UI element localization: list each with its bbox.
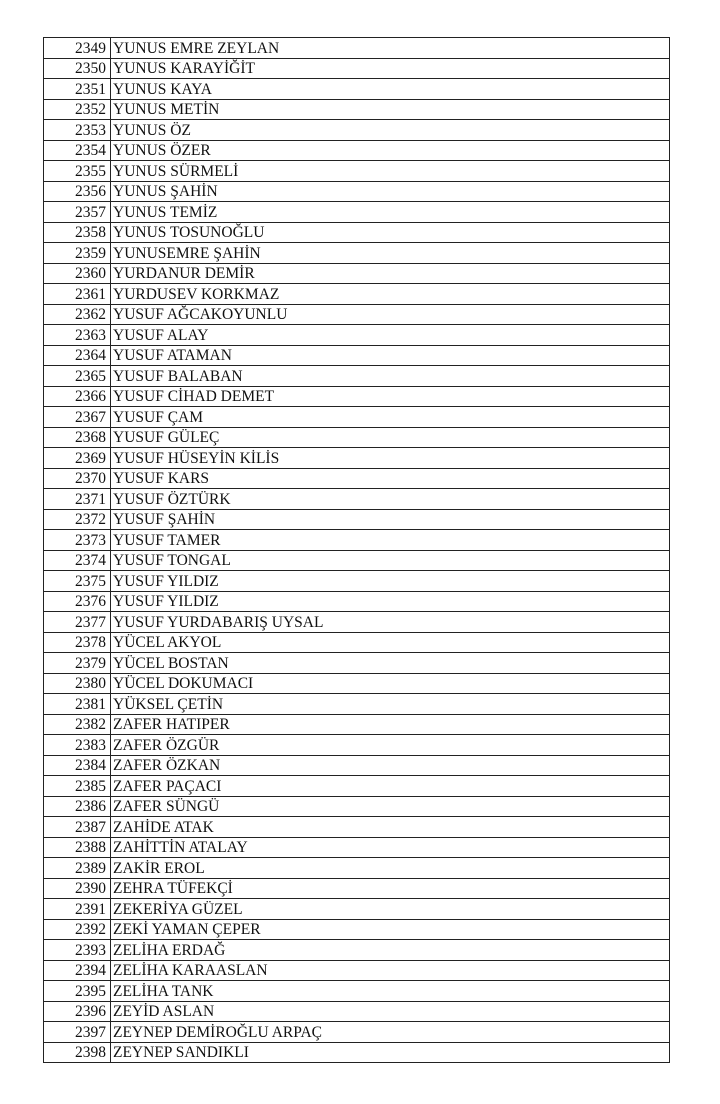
row-number: 2358: [44, 222, 111, 243]
row-number: 2391: [44, 899, 111, 920]
person-name: ZEYNEP SANDIKLI: [111, 1042, 670, 1063]
person-name: ZEYİD ASLAN: [111, 1001, 670, 1022]
person-name: YUSUF YURDABARIŞ UYSAL: [111, 612, 670, 633]
table-row: [44, 591, 670, 612]
person-name: YÜCEL DOKUMACI: [111, 673, 670, 694]
table-row: [44, 161, 670, 182]
table-row: [44, 386, 670, 407]
table-row: [44, 99, 670, 120]
person-name: ZAFER SÜNGÜ: [111, 796, 670, 817]
table-row: [44, 694, 670, 715]
table-row: [44, 632, 670, 653]
person-name: YUSUF ŞAHİN: [111, 509, 670, 530]
person-name: ZEYNEP DEMİROĞLU ARPAÇ: [111, 1022, 670, 1043]
person-name: YUNUS ÖZER: [111, 140, 670, 161]
person-name: ZAKİR EROL: [111, 858, 670, 879]
row-number: 2381: [44, 694, 111, 715]
person-name: YUNUS TEMİZ: [111, 202, 670, 223]
row-number: 2364: [44, 345, 111, 366]
row-number: 2365: [44, 366, 111, 387]
table-row: [44, 858, 670, 879]
row-number: 2396: [44, 1001, 111, 1022]
table-row: [44, 427, 670, 448]
table-row: [44, 468, 670, 489]
table-row: [44, 140, 670, 161]
row-number: 2362: [44, 304, 111, 325]
person-name: ZEKERİYA GÜZEL: [111, 899, 670, 920]
person-name: ZELİHA TANK: [111, 981, 670, 1002]
table-row: [44, 1022, 670, 1043]
person-name: YUNUS SÜRMELİ: [111, 161, 670, 182]
name-list-body: [44, 38, 670, 1063]
row-number: 2359: [44, 243, 111, 264]
table-row: [44, 530, 670, 551]
name-list-table: [43, 37, 670, 1063]
row-number: 2376: [44, 591, 111, 612]
table-row: [44, 776, 670, 797]
row-number: 2357: [44, 202, 111, 223]
person-name: YUSUF TAMER: [111, 530, 670, 551]
person-name: ZAFER PAÇACI: [111, 776, 670, 797]
person-name: YUSUF CİHAD DEMET: [111, 386, 670, 407]
table-row: [44, 571, 670, 592]
person-name: ZAFER ÖZKAN: [111, 755, 670, 776]
person-name: YUSUF BALABAN: [111, 366, 670, 387]
table-row: [44, 673, 670, 694]
row-number: 2393: [44, 940, 111, 961]
table-row: [44, 1042, 670, 1063]
person-name: YUNUS METİN: [111, 99, 670, 120]
person-name: ZAFER HATIPER: [111, 714, 670, 735]
table-row: [44, 817, 670, 838]
person-name: YUSUF KARS: [111, 468, 670, 489]
row-number: 2367: [44, 407, 111, 428]
row-number: 2355: [44, 161, 111, 182]
row-number: 2350: [44, 58, 111, 79]
person-name: YUSUF HÜSEYİN KİLİS: [111, 448, 670, 469]
row-number: 2380: [44, 673, 111, 694]
row-number: 2383: [44, 735, 111, 756]
person-name: YUNUS ÖZ: [111, 120, 670, 141]
person-name: YUSUF ALAY: [111, 325, 670, 346]
row-number: 2375: [44, 571, 111, 592]
person-name: YÜKSEL ÇETİN: [111, 694, 670, 715]
row-number: 2392: [44, 919, 111, 940]
person-name: YUSUF ÖZTÜRK: [111, 489, 670, 510]
table-row: [44, 755, 670, 776]
table-row: [44, 38, 670, 59]
person-name: YUSUF TONGAL: [111, 550, 670, 571]
person-name: ZEHRA TÜFEKÇİ: [111, 878, 670, 899]
row-number: 2384: [44, 755, 111, 776]
row-number: 2353: [44, 120, 111, 141]
row-number: 2363: [44, 325, 111, 346]
table-row: [44, 940, 670, 961]
row-number: 2398: [44, 1042, 111, 1063]
person-name: YUSUF AĞCAKOYUNLU: [111, 304, 670, 325]
person-name: YUNUSEMRE ŞAHİN: [111, 243, 670, 264]
table-row: [44, 222, 670, 243]
person-name: ZAFER ÖZGÜR: [111, 735, 670, 756]
person-name: YUNUS KAYA: [111, 79, 670, 100]
table-row: [44, 284, 670, 305]
person-name: YUNUS EMRE ZEYLAN: [111, 38, 670, 59]
table-row: [44, 58, 670, 79]
table-row: [44, 653, 670, 674]
person-name: YUNUS TOSUNOĞLU: [111, 222, 670, 243]
row-number: 2390: [44, 878, 111, 899]
row-number: 2356: [44, 181, 111, 202]
row-number: 2388: [44, 837, 111, 858]
table-row: [44, 878, 670, 899]
person-name: YUSUF ÇAM: [111, 407, 670, 428]
table-row: [44, 407, 670, 428]
table-row: [44, 489, 670, 510]
row-number: 2382: [44, 714, 111, 735]
person-name: YURDANUR DEMİR: [111, 263, 670, 284]
table-row: [44, 509, 670, 530]
person-name: YÜCEL AKYOL: [111, 632, 670, 653]
person-name: ZELİHA KARAASLAN: [111, 960, 670, 981]
row-number: 2373: [44, 530, 111, 551]
person-name: ZAHİTTİN ATALAY: [111, 837, 670, 858]
table-row: [44, 919, 670, 940]
table-row: [44, 960, 670, 981]
person-name: YUNUS KARAYİĞİT: [111, 58, 670, 79]
row-number: 2352: [44, 99, 111, 120]
row-number: 2366: [44, 386, 111, 407]
table-row: [44, 181, 670, 202]
table-row: [44, 981, 670, 1002]
row-number: 2378: [44, 632, 111, 653]
person-name: YÜCEL BOSTAN: [111, 653, 670, 674]
row-number: 2361: [44, 284, 111, 305]
table-row: [44, 263, 670, 284]
table-row: [44, 304, 670, 325]
row-number: 2372: [44, 509, 111, 530]
table-row: [44, 837, 670, 858]
table-row: [44, 202, 670, 223]
table-row: [44, 1001, 670, 1022]
table-row: [44, 714, 670, 735]
row-number: 2387: [44, 817, 111, 838]
row-number: 2368: [44, 427, 111, 448]
row-number: 2351: [44, 79, 111, 100]
row-number: 2377: [44, 612, 111, 633]
row-number: 2385: [44, 776, 111, 797]
person-name: YUSUF GÜLEÇ: [111, 427, 670, 448]
row-number: 2371: [44, 489, 111, 510]
row-number: 2389: [44, 858, 111, 879]
row-number: 2369: [44, 448, 111, 469]
row-number: 2349: [44, 38, 111, 59]
table-row: [44, 448, 670, 469]
row-number: 2354: [44, 140, 111, 161]
person-name: ZEKİ YAMAN ÇEPER: [111, 919, 670, 940]
row-number: 2397: [44, 1022, 111, 1043]
table-row: [44, 366, 670, 387]
row-number: 2394: [44, 960, 111, 981]
row-number: 2374: [44, 550, 111, 571]
person-name: ZAHİDE ATAK: [111, 817, 670, 838]
table-row: [44, 120, 670, 141]
row-number: 2386: [44, 796, 111, 817]
person-name: YURDUSEV KORKMAZ: [111, 284, 670, 305]
table-row: [44, 612, 670, 633]
table-row: [44, 243, 670, 264]
row-number: 2379: [44, 653, 111, 674]
row-number: 2370: [44, 468, 111, 489]
person-name: YUSUF YILDIZ: [111, 571, 670, 592]
table-row: [44, 796, 670, 817]
person-name: YUSUF YILDIZ: [111, 591, 670, 612]
row-number: 2360: [44, 263, 111, 284]
table-row: [44, 735, 670, 756]
table-row: [44, 899, 670, 920]
table-row: [44, 325, 670, 346]
person-name: YUNUS ŞAHİN: [111, 181, 670, 202]
person-name: YUSUF ATAMAN: [111, 345, 670, 366]
table-row: [44, 79, 670, 100]
table-row: [44, 345, 670, 366]
row-number: 2395: [44, 981, 111, 1002]
table-row: [44, 550, 670, 571]
person-name: ZELİHA ERDAĞ: [111, 940, 670, 961]
